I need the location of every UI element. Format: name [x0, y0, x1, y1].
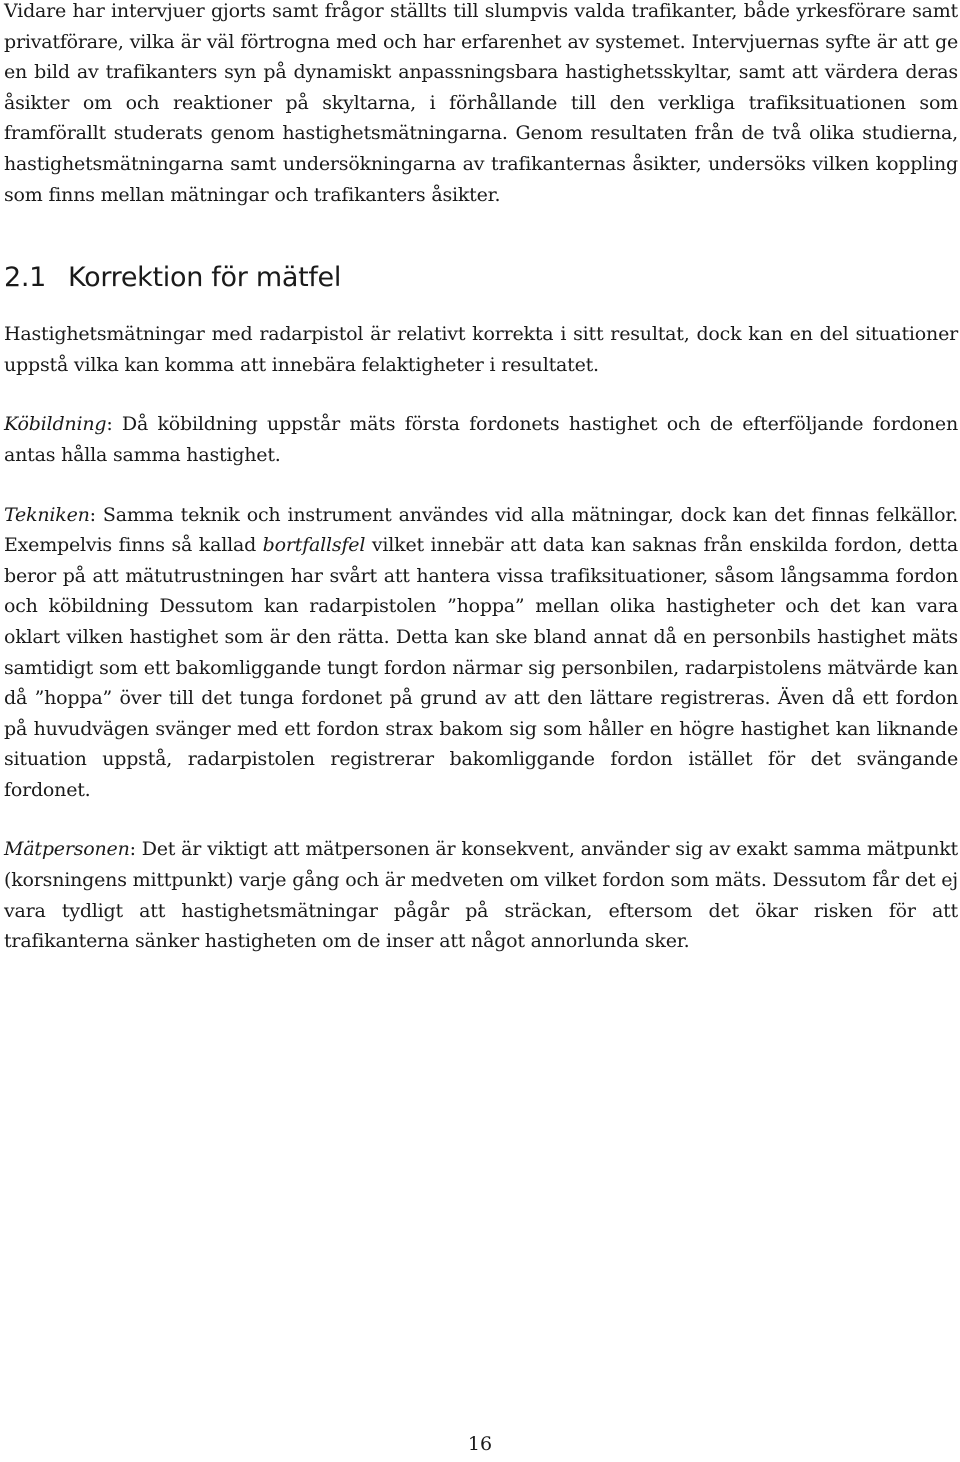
kobildning-text: : Då köbildning uppstår mäts första fordonets hastighet och de efterföljande fordonen antas hålla samma hastighet.: [4, 413, 958, 466]
kobildning-paragraph: [4, 409, 958, 470]
tekniken-text-after: vilket innebär att data kan saknas från enskilda fordon, detta beror på att mätutrustningen har svårt att hantera vissa trafiksituationer, såsom långsamma fordon och köbildning Dessutom kan radarpistolen ”hoppa” mellan olika hastigheter och det kan vara oklart vilken hastighet som är den rätta. Detta kan ske bland annat då en personbils hastighet mäts samtidigt som ett bakomliggande tungt fordon närmar sig personbilen, radarpistolens mätvärde kan då ”hoppa” över till det tunga fordonet på grund av att den lättare registreras. Även då ett fordon på huvudvägen svänger med ett fordon strax bakom sig som håller en högre hastighet kan liknande situation uppstå, radarpistolen registrerar bakomliggande fordon istället för det svängande fordonet.: [4, 534, 959, 801]
tekniken-paragraph: [4, 500, 958, 806]
kobildning-term: Köbildning: [4, 413, 107, 436]
tekniken-text-before: : Samma teknik och instrument användes vid alla mätningar, dock kan det finnas felkällor. Exempelvis finns så kallad: [4, 503, 958, 557]
radar-paragraph: Hastighetsmätningar med radarpistol är relativt korrekta i sitt resultat, dock kan en del situationer uppstå vilka kan komma att innebära felaktigheter i resultatet.: [4, 323, 958, 376]
matpersonen-paragraph: [4, 834, 958, 956]
document-page: [4, 0, 958, 957]
section-title: Korrektion för mätfel: [68, 262, 342, 294]
section-heading: [4, 260, 958, 296]
matpersonen-text: : Det är viktigt att mätpersonen är konsekvent, använder sig av exakt samma mätpunkt (korsningens mittpunkt) varje gång och är medveten om vilket fordon som mäts. Dessutom får det ej vara tydligt att hastighetsmätningar pågår på sträckan, eftersom det ökar risken för att trafikanterna sänker hastigheten om de inser att något annorlunda sker.: [4, 838, 958, 953]
intro-paragraph: Vidare har intervjuer gjorts samt frågor ställts till slumpvis valda trafikanter, både yrkesförare samt privatförare, vilka är väl förtrogna med och har erfarenhet av systemet. Intervjuernas syfte är att ge en bild av trafikanters syn på dynamiskt anpassningsbara hastighetsskyltar, samt att värdera deras åsikter om och reaktioner på skyltarna, i förhållande till den verkliga trafiksituationen som framförallt studerats genom hastighetsmätningarna. Genom resultaten från de två olika studierna, hastighetsmätningarna samt undersökningarna av trafikanternas åsikter, undersöks vilken koppling som finns mellan mätningar och trafikanters åsikter.: [4, 0, 958, 206]
tekniken-term: Tekniken: [4, 503, 90, 526]
bortfallsfel-emphasis: bortfallsfel: [262, 534, 366, 557]
section-number: 2.1: [4, 262, 47, 294]
page-number: 16: [467, 1433, 493, 1455]
matpersonen-term: Mätpersonen: [4, 838, 130, 861]
